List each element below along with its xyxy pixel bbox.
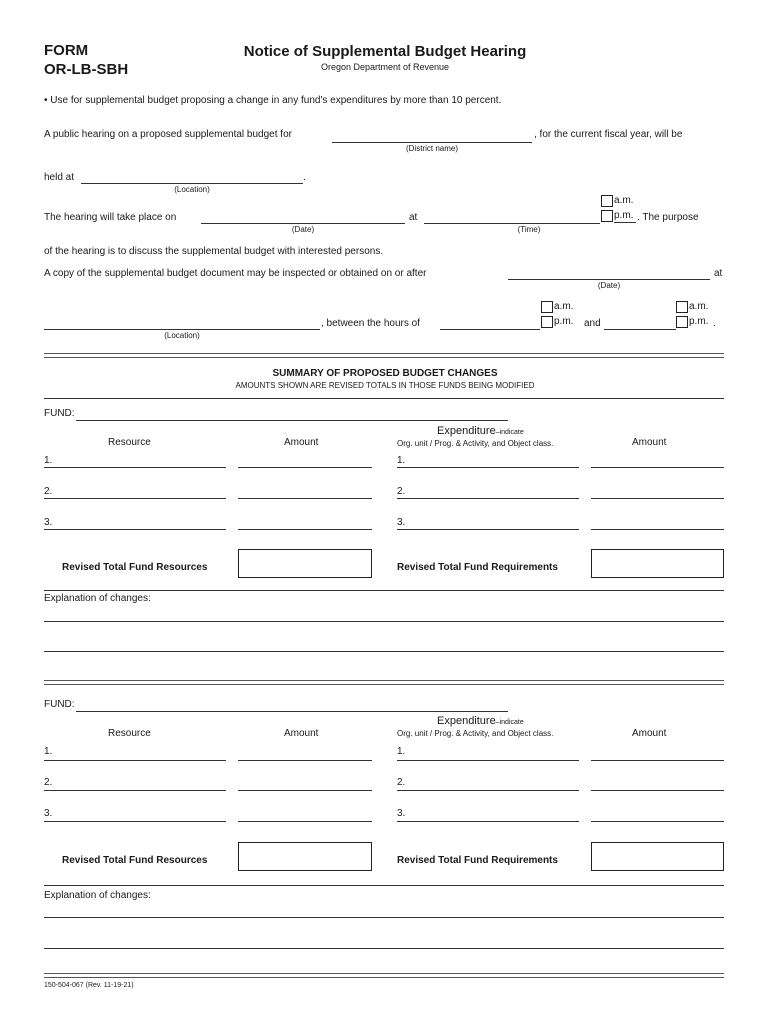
resource-field[interactable] bbox=[44, 498, 226, 499]
hearing-pm-label: p.m. bbox=[614, 210, 634, 221]
row-number: 2. bbox=[397, 486, 406, 497]
copy-at-label: at bbox=[714, 268, 723, 279]
expenditure-field[interactable] bbox=[397, 760, 579, 761]
end-period: . bbox=[713, 318, 716, 329]
district-name-caption: (District name) bbox=[405, 144, 458, 153]
time-caption: (Time) bbox=[517, 225, 541, 234]
resource-amount-field[interactable] bbox=[238, 821, 372, 822]
fund-label: FUND: bbox=[44, 699, 75, 710]
row-number: 3. bbox=[44, 517, 53, 528]
purpose-text: . The purpose bbox=[637, 212, 699, 223]
copy-to-am-checkbox[interactable] bbox=[676, 301, 688, 313]
resource-field[interactable] bbox=[44, 760, 226, 761]
revised-resources-label: Revised Total Fund Resources bbox=[62, 855, 208, 866]
revised-resources-box[interactable] bbox=[238, 549, 372, 578]
resource-amount-field[interactable] bbox=[238, 498, 372, 499]
hearing-am-checkbox[interactable] bbox=[601, 195, 613, 207]
resource-field[interactable] bbox=[44, 529, 226, 530]
resource-field[interactable] bbox=[44, 821, 226, 822]
resource-amount-field[interactable] bbox=[238, 760, 372, 761]
expenditure-amount-field[interactable] bbox=[591, 529, 724, 530]
indicate-label: –indicate bbox=[495, 429, 524, 436]
fund-label: FUND: bbox=[44, 408, 75, 419]
revised-requirements-label: Revised Total Fund Requirements bbox=[397, 855, 558, 866]
resource-amount-field[interactable] bbox=[238, 529, 372, 530]
copy-from-am-checkbox[interactable] bbox=[541, 301, 553, 313]
notice-line1-suffix: , for the current fiscal year, will be bbox=[534, 129, 683, 140]
row-number: 3. bbox=[397, 808, 406, 819]
summary-subtitle: AMOUNTS SHOWN ARE REVISED TOTALS IN THOSE FUNDS BEING MODIFIED bbox=[235, 381, 535, 390]
hearing-pm-checkbox[interactable] bbox=[601, 210, 613, 222]
row-number: 1. bbox=[397, 746, 406, 757]
form-number: 150-504-067 (Rev. 11-19-21) bbox=[44, 982, 134, 989]
held-at-period: . bbox=[303, 172, 306, 183]
copy-date-field[interactable] bbox=[508, 279, 710, 280]
expenditure-amount-field[interactable] bbox=[591, 821, 724, 822]
explanation-line[interactable] bbox=[44, 948, 724, 949]
expenditure-header bbox=[437, 425, 524, 437]
resource-amount-field[interactable] bbox=[238, 467, 372, 468]
row-number: 2. bbox=[397, 777, 406, 788]
expenditure-header-label: Expenditure bbox=[437, 715, 496, 727]
page-subtitle: Oregon Department of Revenue bbox=[320, 62, 450, 72]
fund-name-field[interactable] bbox=[76, 420, 508, 421]
page-title: Notice of Supplemental Budget Hearing bbox=[243, 43, 527, 60]
expenditure-field[interactable] bbox=[397, 529, 579, 530]
purpose-line: of the hearing is to discuss the supplemental budget with interested persons. bbox=[44, 246, 384, 257]
row-number: 1. bbox=[44, 746, 53, 757]
amount-header: Amount bbox=[284, 437, 319, 448]
copy-from-pm-checkbox[interactable] bbox=[541, 316, 553, 328]
revised-requirements-box[interactable] bbox=[591, 842, 724, 871]
notice-line1-prefix: A public hearing on a proposed supplemental budget for bbox=[44, 129, 292, 140]
pm-underline bbox=[614, 222, 636, 223]
copy-line: A copy of the supplemental budget document may be inspected or obtained on or after bbox=[44, 268, 427, 279]
section-divider bbox=[44, 353, 724, 358]
date-caption-2: (Date) bbox=[597, 281, 621, 290]
form-code: OR-LB-SBH bbox=[44, 61, 129, 78]
explanation-line[interactable] bbox=[44, 651, 724, 652]
revised-requirements-label: Revised Total Fund Requirements bbox=[397, 562, 558, 573]
resource-field[interactable] bbox=[44, 790, 226, 791]
copy-to-am-label: a.m. bbox=[689, 301, 709, 312]
expenditure-field[interactable] bbox=[397, 790, 579, 791]
held-at-label: held at bbox=[44, 172, 75, 183]
expenditure-header bbox=[437, 715, 524, 727]
copy-location-field[interactable] bbox=[44, 329, 320, 330]
and-label: and bbox=[584, 318, 601, 329]
resource-field[interactable] bbox=[44, 467, 226, 468]
between-hours-label: , between the hours of bbox=[321, 318, 420, 329]
expenditure-subheader: Org. unit / Prog. & Activity, and Object class. bbox=[397, 729, 554, 738]
expenditure-amount-field[interactable] bbox=[591, 760, 724, 761]
explanation-divider bbox=[44, 885, 724, 886]
row-number: 3. bbox=[44, 808, 53, 819]
copy-to-pm-label: p.m. bbox=[689, 316, 709, 327]
row-number: 3. bbox=[397, 517, 406, 528]
row-number: 1. bbox=[44, 455, 53, 466]
instructions: • Use for supplemental budget proposing a change in any fund's expenditures by more than 10 percent. bbox=[44, 95, 502, 106]
district-name-field[interactable] bbox=[332, 142, 532, 143]
expenditure-amount-field[interactable] bbox=[591, 790, 724, 791]
copy-from-pm-label: p.m. bbox=[554, 316, 574, 327]
resource-header: Resource bbox=[108, 437, 151, 448]
explanation-label: Explanation of changes: bbox=[44, 890, 151, 901]
held-at-location-field[interactable] bbox=[81, 183, 303, 184]
row-number: 2. bbox=[44, 486, 53, 497]
expenditure-field[interactable] bbox=[397, 821, 579, 822]
summary-divider bbox=[44, 398, 724, 399]
expenditure-field[interactable] bbox=[397, 467, 579, 468]
hearing-date-field[interactable] bbox=[201, 223, 405, 224]
form-label: FORM bbox=[44, 42, 89, 59]
row-number: 1. bbox=[397, 455, 406, 466]
resource-amount-field[interactable] bbox=[238, 790, 372, 791]
explanation-label: Explanation of changes: bbox=[44, 593, 151, 604]
hearing-time-field[interactable] bbox=[424, 223, 600, 224]
revised-requirements-box[interactable] bbox=[591, 549, 724, 578]
revised-resources-label: Revised Total Fund Resources bbox=[62, 562, 208, 573]
amount-header: Amount bbox=[632, 728, 667, 739]
expenditure-field[interactable] bbox=[397, 498, 579, 499]
explanation-line[interactable] bbox=[44, 621, 724, 622]
date-caption-1: (Date) bbox=[291, 225, 315, 234]
expenditure-subheader: Org. unit / Prog. & Activity, and Object class. bbox=[397, 439, 554, 448]
copy-to-time-field[interactable] bbox=[604, 329, 676, 330]
copy-from-am-label: a.m. bbox=[554, 301, 574, 312]
footer-divider bbox=[44, 973, 724, 978]
explanation-divider bbox=[44, 590, 724, 591]
fund-name-field[interactable] bbox=[76, 711, 508, 712]
expenditure-header-label: Expenditure bbox=[437, 425, 496, 437]
indicate-label: –indicate bbox=[495, 719, 524, 726]
revised-resources-box[interactable] bbox=[238, 842, 372, 871]
row-number: 2. bbox=[44, 777, 53, 788]
hearing-on-label: The hearing will take place on bbox=[44, 212, 177, 223]
location-caption-1: (Location) bbox=[174, 185, 210, 194]
amount-header: Amount bbox=[632, 437, 667, 448]
expenditure-amount-field[interactable] bbox=[591, 467, 724, 468]
explanation-line[interactable] bbox=[44, 917, 724, 918]
expenditure-amount-field[interactable] bbox=[591, 498, 724, 499]
section-divider bbox=[44, 680, 724, 685]
hearing-am-label: a.m. bbox=[614, 195, 634, 206]
copy-to-pm-checkbox[interactable] bbox=[676, 316, 688, 328]
summary-title: SUMMARY OF PROPOSED BUDGET CHANGES bbox=[272, 368, 498, 379]
resource-header: Resource bbox=[108, 728, 151, 739]
amount-header: Amount bbox=[284, 728, 319, 739]
hearing-at-label: at bbox=[409, 212, 418, 223]
location-caption-2: (Location) bbox=[164, 331, 200, 340]
copy-from-time-field[interactable] bbox=[440, 329, 540, 330]
